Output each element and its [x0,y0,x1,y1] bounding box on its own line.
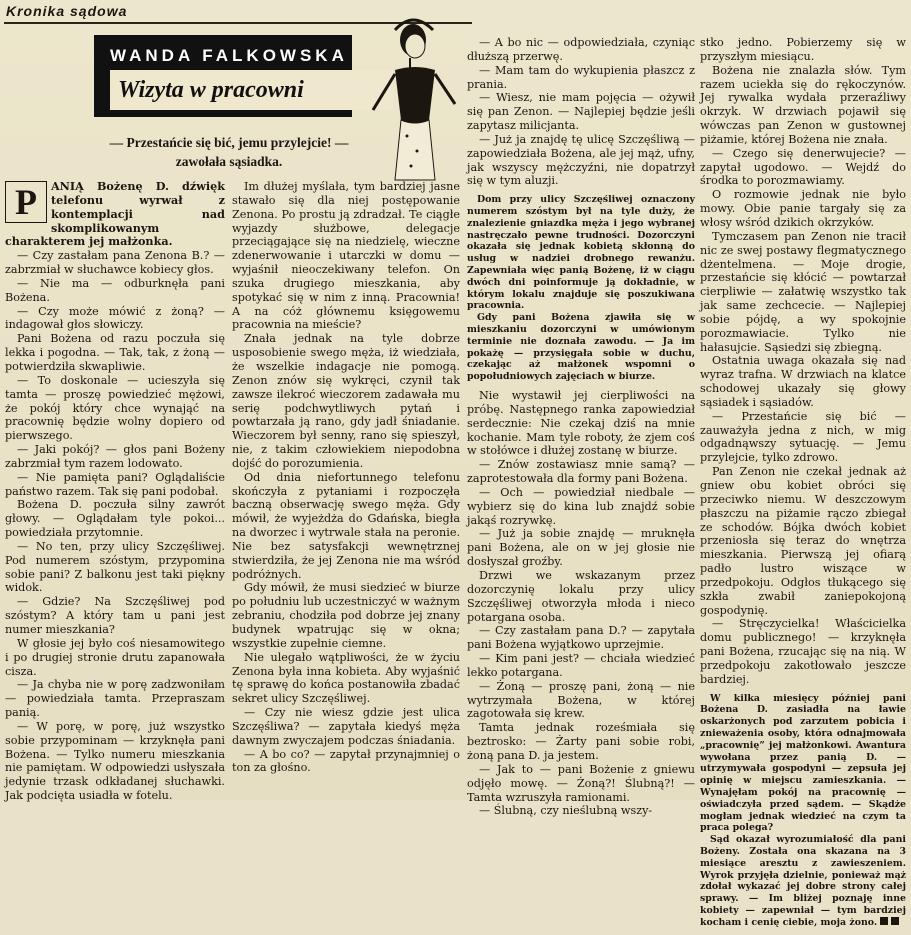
paragraph: Nie wystawił jej cierpliwości na próbę. Następnego ranka zapowiedział serdecznie: Nie czekaj dziś na mnie kochanie. Mam tyle roboty, że zjem coś w stołówce i dłużej zostanę w biurze. [467,389,695,458]
paragraph: Gdy mówił, że musi siedzieć w biurze po południu lub uczestniczyć w ważnym zebraniu, chodziła pod dobrze jej znany budynek wpatrując się w okna; wszystkie zupełnie ciemne. [232,581,460,650]
paragraph: Od dnia niefortunnego telefonu skończyła z pytaniami i rozpoczęła baczną obserwację swego męża. Gdy mówił, że wyjeżdża do Gdańska, biegła na dworzec i wytrwale stała na peronie. Nie bez satysfakcji wewnętrznej stwierdziła, że jej Zenona nie ma wśród podróżnych. [232,470,460,581]
paragraph: — A bo nic — odpowiedziała, czyniąc dłuższą przerwę. [467,36,695,63]
paragraph: — Już ja znajdę tę ulicę Szczęśliwą — zapowiedziała Bożena, ale jej mąż, ufny, jak wszyscy mężczyźni, nie dopatrzył się w tym aluzji. [467,132,695,188]
paragraph: Bożena nie znalazła słów. Tym razem uciekła się do rękoczynów. Jej rywalka wydała przeraźliwy okrzyk. W drzwiach pojawił się wówczas pan Zenon w gustownej piżamie, której Bożena nie znała. [700,63,906,146]
paragraph: — Już ja sobie znajdę — mruknęła pani Bożena, ale on w jej głosie nie dosłyszał groźby. [467,527,695,569]
column-1 [5,180,225,803]
paragraph: Pani Bożena od razu poczuła się lekka i pogodna. — Tak, tak, z żoną — potwierdziła skwapliwie. [5,332,225,373]
paragraph: — W porę, w porę, już wszystko sobie przypominam — krzyknęła pani Bożena. — Tylko numeru mieszkania nie pamiętam. W odpowiedzi usłyszała jedynie trzask odkładanej słuchawki. Jak podcięta usiadła w fotelu. [5,719,225,803]
paragraph: — Czego się denerwujecie? — zapytał ugodowo. — Wejdź do środka to porozmawiamy. [700,146,906,188]
small-paragraph-last [700,834,906,928]
intro-text: ANIĄ Bożenę D. dźwięk telefonu wyrwał z kontemplacji nad skomplikowanym charakterem jej małżonka. [5,179,225,249]
paragraph: — Gdzie? Na Szczęśliwej pod szóstym? A który tam u pani jest numer mieszkania? [5,595,225,636]
paragraph: Tymczasem pan Zenon nie tracił nic ze swej postawy flegmatycznego dżentelmena. — Moje drogie, przestańcie się kłócić — powtarzał cierpliwie — załatwię wszystko tak jak same zechcecie. — Najlepiej sobie pójdę, a wy spokojnie porozmawiacie. Tylko nie hałasujcie. Sąsiedzi się zbiegną. [700,229,906,354]
small-paragraph: Sąd okazał wyrozumiałość dla pani Bożeny. Została ona skazana na 3 miesiące aresztu z zawieszeniem. Wyrok przyjęła dzielnie, ponieważ mąż zdołał wykazać jej dobre strony całej sprawy. — Im bliżej poznaję inne kobiety — zapewniał — tym bardziej kocham i cenię ciebie, moja żono. [700,834,906,928]
paragraph: — Ja chyba nie w porę zadzwoniłam — powiedziała tamta. Przepraszam panią. [5,678,225,720]
woman-illustration [355,6,473,186]
small-print-block [700,693,906,929]
small-paragraph: W kilka miesięcy później pani Bożena D. zasiadła na ławie oskarżonych pod zarzutem pobicia i znieważenia osoby, która odnajmowała „pracownię” jej małżonkowi. Awantura wywołana przez panią D. — utrzymywała gospodyni — zepsuła jej opinię w miejscu zamieszkania. — Wynajęłam pokój na pracownię — oświadczyła przed sądem. — Skądże mogłam jednak wiedzieć na czym ta praca polega? [700,692,906,834]
paragraph: — Ślubną, czy nieślubną wszy- [479,804,653,818]
paragraph: stko jedno. Pobierzemy się w przyszłym miesiącu. [700,36,906,63]
paragraph: Znała jednak na tyle dobrze usposobienie swego męża, iż wiedziała, że wszelkie indagacje nie pomogą. Zenon znów się wykręci, czynił tak zawsze ilekroć wieczorem zadawała mu serię podchwytliwych pytań i powtarzała ją rano, gdy jadł śniadanie. Wieczorem był senny, rano się spieszył, nie, z takim człowiekiem niepodobna dojść do porozumienia. [232,332,460,470]
paragraph: — Żoną — proszę pani, żoną — nie wytrzymała Bożena, w której zagotowała się krew. [467,679,695,721]
paragraph: Drzwi we wskazanym przez dozorczynię lokalu przy ulicy Szczęśliwej otworzyła młoda i nieco potargana osoba. [467,569,695,624]
paragraph: — Czy zastałam pana Zenona B.? — zabrzmiał w słuchawce kobiecy głos. [5,249,225,277]
paragraph: — Jaki pokój? — głos pani Bożeny zabrzmiał tym razem lodowato. [5,443,225,470]
paragraph: Nie ulegało wątpliwości, że w życiu Zenona była inna kobieta. Aby wyjaśnić tę sprawę do końca postanowiła zbadać sekret ulicy Szczęśliwej. [232,650,460,706]
paragraph: — Nie pamięta pani? Oglądaliście państwo razem. Tak się pani podobał. [5,470,225,498]
paragraph: — Och — powiedział niedbale — wybierz się do kina lub znajdź sobie jakąś rozrywkę. [467,485,695,527]
end-mark [880,917,888,925]
small-paragraph: Dom przy ulicy Szczęśliwej oznaczony numerem szóstym był na tyle duży, że znalezienie gniazdka męża i jego wybranej nastręczało pewne trudności. Dozorczyni okazała się jednak kobietą skłonną do usług w nadziei drobnego rewanżu. Zapewniała więc panią Bożenę, iż w ciągu dwóch dni poinformuje ją dokładnie, w którym lokalu znajduje się poszukiwana pracownia. [467,194,695,312]
paragraph: Tamta jednak roześmiała się beztrosko: — Żarty pani sobie robi, żoną pana D. ja jestem. [467,721,695,762]
paragraph: — Stręczycielka! Właścicielka domu publicznego! — krzyknęła pani Bożena, rzucając się na nią. W przedpokoju zakotłowało jeszcze bardziej. [700,617,906,686]
paragraph: — Czy zastałam pana D.? — zapytała pani Bożena wyjątkowo uprzejmie. [467,624,695,652]
article-lead: — Przestańcie się bić, jemu przylejcie! — zawołała sąsiadka. [109,135,349,169]
paragraph: — A bo co? — zapytał przynajmniej o ton za głośno. [232,747,460,775]
paragraph: — Czy może mówić z żoną? — indagował głos słowiczy. [5,304,225,332]
small-paragraph: Gdy pani Bożena zjawiła się w mieszkaniu dozorczyni w umówionym terminie nie doznała zawodu. — Ja im pokażę — przysięgała sobie w duchu, czekając aż małżonek wspomni o popołudniowych zajęciach w biurze. [467,312,695,383]
paragraph: — Przestańcie się bić — zauważyła jedna z nich, w mig odgadnąwszy sytuację. — Jemu przylejcie, tylko zdrowo. [700,409,906,465]
end-mark [891,917,899,925]
section-rubric: Kronika sądowa [6,3,128,19]
paragraph: — Mam tam do wykupienia płaszcz z prania. [467,63,695,91]
paragraph: — No ten, przy ulicy Szczęśliwej. Pod numerem szóstym, przypomina sobie pani? Z balkonu jest taki piękny widok. [5,539,225,595]
paragraph: — Wiesz, nie mam pojęcia — ożywił się pan Zenon. — Najlepiej będzie jeśli zapytasz milicjanta. [467,91,695,133]
paragraph: — Jak to — pani Bożenie z gniewu odjęło mowę. — Żoną?! Ślubną?! — Tamta wzruszyła ramionami. [467,762,695,804]
paragraph: Bożena D. poczuła silny zawrót głowy. — Oglądałam tyle pokoi... powiedziała przytomnie. [5,498,225,540]
column-2 [232,180,460,775]
intro-paragraph [5,180,225,249]
author-name: WANDA FALKOWSKA [110,46,348,65]
paragraph: — Znów zostawiasz mnie samą? — zaprotestowała dla formy pani Bożena. [467,458,695,486]
paragraph: — Czy nie wiesz gdzie jest ulica Szczęśliwa? — zapytała kiedyś męża dawnym zwyczajem podczas śniadania. [232,706,460,747]
column-3 [467,36,695,818]
paragraph: O rozmowie jednak nie było mowy. Obie panie targały się za włosy wśród dzikich okrzyków. [700,188,906,229]
column-4 [700,36,906,935]
paragraph: — To doskonale — ucieszyła się tamta — proszę powiedzieć mężowi, że pokój który chce wynająć na pracownię będzie wolny dopiero od pierwszego. [5,373,225,443]
drop-cap: P [5,181,47,223]
paragraph: W głosie jej było coś niesamowitego i po drugiej stronie drutu zapanowała cisza. [5,636,225,678]
paragraph: Im dłużej myślała, tym bardziej jasne stawało się dla niej postępowanie Zenona. Po prostu ją zdradzał. Te ciągłe wyjazdy służbowe, delegacje przeciągające się na niedzielę, wieczne zdenerwowanie i utarczki w domu — wyjaśnił nieoczekiwany telefon. On szuka drugiego mieszkania, aby spotykać się w nim z inną. Pracownia! A na cóż głównemu księgowemu pracownia na mieście? [232,180,460,332]
paragraph: — Kim pani jest? — chciała wiedzieć lekko potargana. [467,652,695,679]
small-print-block [467,194,695,383]
paragraph: — Nie ma — odburknęła pani Bożena. [5,276,225,304]
paragraph: Ostatnia uwaga okazała się nad wyraz trafna. W drzwiach na klatce schodowej ukazały się głowy sąsiadek i sąsiadów. [700,354,906,409]
article-title: Wizyta w pracowni [110,70,393,110]
paragraph: Pan Zenon nie czekał jednak aż gniew obu kobiet obróci się przeciwko niemu. W deszczowym płaszczu na piżamie rączo zbiegał ze schodów. Bójka dwóch kobiet przeniosła się teraz do wnętrza mieszkania. Pierwszą jej ofiarą padło lustro wiszące w przedpokoju. Odgłos tłukącego się szkła zwabił zaniepokojoną gospodynię. [700,465,906,617]
